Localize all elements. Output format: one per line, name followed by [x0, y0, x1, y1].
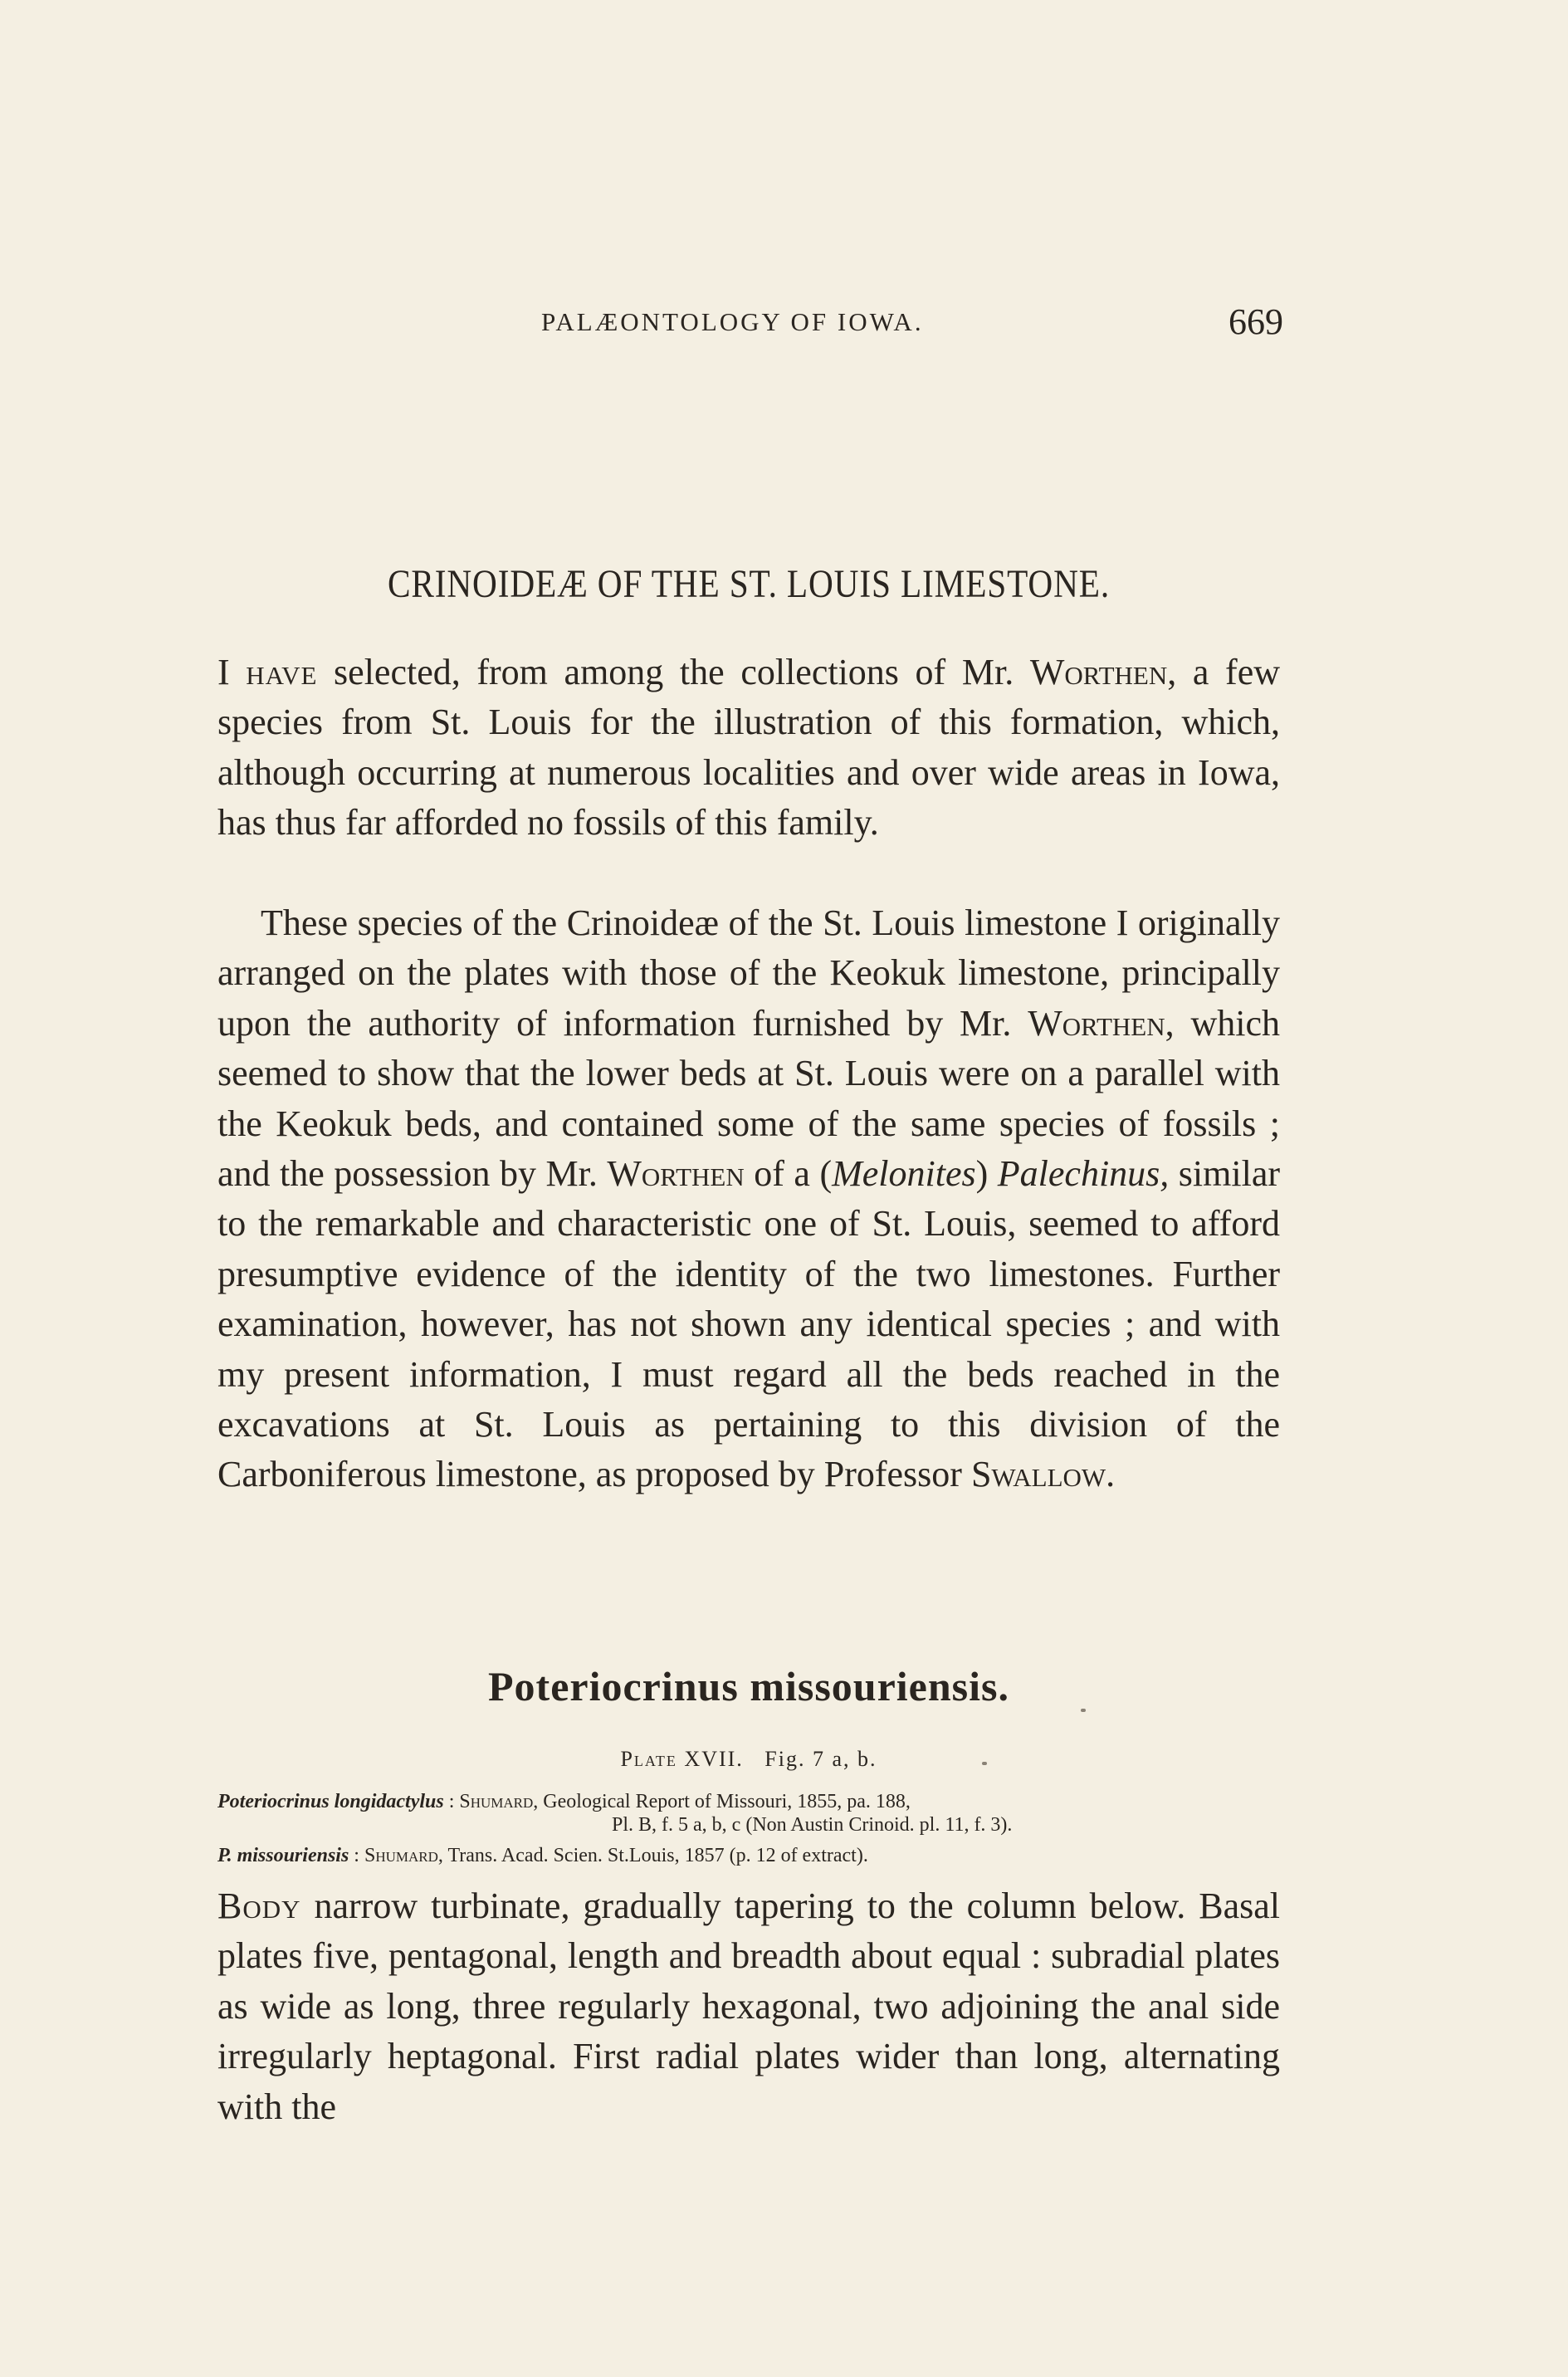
ink-speck — [982, 1762, 987, 1765]
para3-lead-word: Body — [217, 1885, 301, 1926]
paragraph-description — [217, 1881, 1280, 2132]
synonym-name-2: P. missouriensis — [217, 1845, 349, 1866]
synonymy-entry-1: Poteriocrinus longidactylus : Shumard, Geological Report of Missouri, 1855, pa. 188, Pl. B, f. 5 a, b, c (Non Austin Crinoid. pl. 11, f. 3). — [217, 1790, 1280, 1837]
para1-lead: I — [217, 652, 230, 692]
para2-name-worthen-2: Worthen — [607, 1153, 745, 1195]
paragraph-discussion — [217, 898, 1280, 1500]
para2-text-a: These species of the Crinoideæ of the St. Louis limestone I originally arranged on the plates with those of the Keokuk limestone, principally upon the authority of information furnished by Mr. — [217, 902, 1280, 1044]
synonym-name-1: Poteriocrinus longidactylus — [217, 1791, 444, 1812]
para1-smallcap-word: have — [246, 652, 318, 692]
para1-name-worthen: Worthen — [1029, 652, 1168, 692]
para2-text-f: . — [1106, 1454, 1116, 1495]
running-head-title: PALÆONTOLOGY OF IOWA. — [541, 307, 924, 336]
para2-text-c: of a ( — [744, 1153, 833, 1195]
para1-text-a: selected, from among the collections of Mr. — [317, 652, 1030, 692]
para2-italic-palechinus: Palechinus, — [997, 1153, 1170, 1195]
para2-italic-melonites: Melonites — [832, 1153, 976, 1195]
synonym-citation-1b: Pl. B, f. 5 a, b, c (Non Austin Crinoid. pl. 11, f. 3). — [612, 1814, 1013, 1836]
plate-label: Plate XVII. — [620, 1747, 744, 1771]
synonym-author-1: Shumard — [459, 1791, 534, 1812]
section-title: CRINOIDEÆ OF THE ST. LOUIS LIMESTONE. — [387, 562, 1111, 606]
fig-label: Fig. 7 a, b. — [764, 1747, 877, 1771]
para1-text-b: , a few species from St. Louis for the illustration of this formation, which, although occurring at numerous localities and over wide areas in Iowa, has thus far afforded no fossils of this family. — [217, 652, 1280, 844]
para2-name-swallow: Swallow — [970, 1454, 1106, 1495]
paragraph-intro — [217, 648, 1280, 849]
para3-text: narrow turbinate, gradually tapering to the column below. Basal plates five, pentagonal, length and breadth about equal : subradial plates as wide as long, three regularly hexagonal, two adjoining the anal side irregularly heptagonal. First radial plates wider than long, alternating with the — [217, 1885, 1280, 2127]
synonym-citation-2: , Trans. Acad. Scien. St.Louis, 1857 (p. 12 of extract). — [437, 1845, 868, 1866]
synonym-citation-1a: , Geological Report of Missouri, 1855, pa. 188, — [533, 1791, 911, 1812]
synonym-author-2: Shumard — [364, 1845, 438, 1866]
para2-text-d: ) — [975, 1153, 998, 1195]
para2-text-b: , which seemed to show that the lower beds at St. Louis were on a parallel with the Keokuk beds, and contained some of the same species of fossils ; and the possession by Mr. — [217, 1002, 1280, 1195]
synonymy-entry-2: P. missouriensis : Shumard, Trans. Acad. Scien. St.Louis, 1857 (p. 12 of extract). — [217, 1845, 868, 1866]
para2-name-worthen-1: Worthen — [1028, 1002, 1165, 1044]
page-number: 669 — [1229, 301, 1283, 342]
running-head — [217, 301, 1283, 342]
ink-speck — [1081, 1709, 1086, 1712]
plate-reference — [217, 1747, 1280, 1772]
para2-text-e: similar to the remarkable and characteristic one of St. Louis, seemed to afford presumptive evidence of the identity of the two limestones. Further examination, however, has not shown any identical species ; and with my present information, I must regard all the beds reached in the excavations at St. Louis as pertaining to this division of the Carboniferous limestone, as proposed by Professor — [217, 1153, 1280, 1495]
species-heading: Poteriocrinus missouriensis. — [488, 1663, 1009, 1709]
